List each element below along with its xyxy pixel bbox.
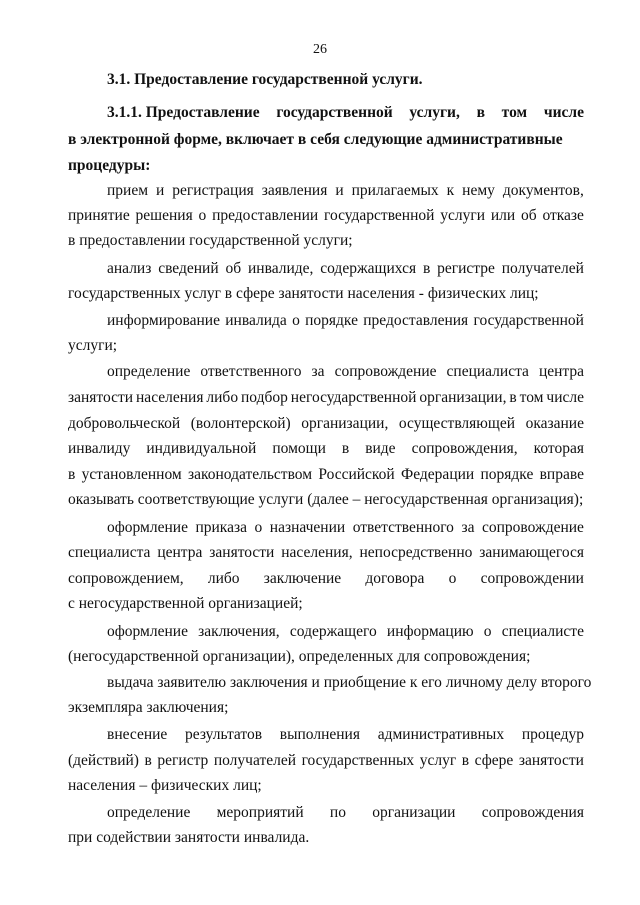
word: сопровождения, — [411, 440, 518, 457]
word: или — [490, 207, 516, 224]
word: оформление — [107, 519, 188, 536]
word: сфере — [474, 752, 514, 769]
word: населения — [136, 389, 204, 406]
p5-line-3 — [68, 569, 584, 589]
word: в — [144, 752, 152, 769]
word: регистр — [157, 752, 209, 769]
word: содержащего — [289, 623, 377, 640]
p9-line-2: при содействии занятости инвалида. — [68, 829, 310, 846]
word: решения — [135, 207, 193, 224]
word: в — [461, 752, 470, 769]
word: в — [422, 260, 431, 277]
word: в — [476, 104, 485, 121]
section-heading: 3.1. Предоставление государственной услуги. — [107, 71, 423, 88]
p1-line-2 — [68, 206, 584, 226]
word: подбор — [241, 389, 288, 406]
word: ответственного — [352, 519, 454, 536]
word: по — [329, 804, 346, 821]
word: в — [509, 389, 517, 406]
word: прилагаемых — [351, 182, 439, 199]
word: сопровождения — [481, 804, 584, 821]
word: услуги, — [409, 104, 460, 121]
word: негосударственной — [290, 389, 417, 406]
word: сопровождение — [334, 363, 437, 380]
word: назначении — [269, 519, 346, 536]
word: выполнения — [279, 726, 360, 743]
p6-line-2: (негосударственной организации), определенных для сопровождения; — [68, 648, 531, 665]
word: занимающегося — [479, 544, 584, 561]
subsection-line-2: в электронной форме, включает в себя следующие административные — [68, 131, 563, 148]
word: мероприятий — [216, 804, 304, 821]
word: предоставлении — [212, 207, 319, 224]
word: организации, — [301, 415, 389, 432]
word: сведений — [158, 260, 219, 277]
word: регистрация — [172, 182, 254, 199]
word: либо — [206, 389, 239, 406]
word: инвалида — [225, 312, 287, 329]
word: виде — [365, 440, 396, 457]
word: ответственного — [200, 363, 302, 380]
word: добровольческой — [68, 415, 181, 432]
word: о — [198, 207, 207, 224]
p8-line-1 — [107, 725, 584, 745]
word: результатов — [185, 726, 263, 743]
word: определение — [107, 804, 191, 821]
p5-line-4: с негосударственной организацией; — [68, 595, 303, 612]
word: услуги — [440, 207, 486, 224]
word: услуг — [419, 752, 457, 769]
p5-line-1 — [107, 518, 584, 538]
word: 3.1.1. Предоставление — [107, 104, 260, 121]
word: порядке — [305, 312, 358, 329]
word: заявления — [261, 182, 328, 199]
word: сопровождение — [481, 519, 584, 536]
word: предоставления — [363, 312, 469, 329]
word: прием — [107, 182, 149, 199]
p4-line-6: оказывать соответствующие услуги (далее – негосударственная организация); — [68, 491, 584, 508]
word: заключения, — [198, 623, 280, 640]
word: специалисте — [501, 623, 584, 640]
word: занятости — [518, 752, 584, 769]
word: организации, — [419, 389, 507, 406]
word: регистре — [437, 260, 495, 277]
word: сопровождении — [480, 570, 584, 587]
word: о — [292, 312, 300, 329]
p1-line-3: в предоставлении государственной услуги; — [68, 232, 353, 249]
word: заключение — [263, 570, 342, 587]
word: внесение — [107, 726, 168, 743]
p4-line-1 — [107, 362, 584, 382]
word: принятие — [68, 207, 130, 224]
word: занятости — [209, 544, 275, 561]
word: государственной — [323, 207, 435, 224]
word: информирование — [107, 312, 220, 329]
subsection-line-3: процедуры: — [68, 157, 151, 174]
word: отказе — [542, 207, 584, 224]
p2-line-1 — [107, 259, 584, 279]
word: государственных — [301, 752, 415, 769]
word: либо — [207, 570, 240, 587]
word: центра — [157, 544, 203, 561]
word: инвалиде, — [248, 260, 314, 277]
word: (действий) — [68, 752, 139, 769]
p4-line-2 — [68, 388, 584, 408]
word: том — [519, 389, 544, 406]
word: за — [311, 363, 325, 380]
word: о — [254, 519, 263, 536]
word: государственной — [473, 312, 584, 329]
word: за — [461, 519, 475, 536]
p4-line-5 — [68, 465, 584, 485]
word: информацию — [386, 623, 474, 640]
word: административных — [377, 726, 505, 743]
p8-line-2 — [68, 751, 584, 771]
word: населения, — [281, 544, 353, 561]
word: порядке — [480, 466, 534, 483]
p4-line-4 — [68, 439, 584, 459]
word: установленном — [81, 466, 182, 483]
word: нему — [462, 182, 495, 199]
word: центра — [538, 363, 584, 380]
word: числе — [543, 104, 584, 121]
p4-line-3 — [68, 414, 584, 434]
word: о — [483, 623, 492, 640]
word: об — [225, 260, 242, 277]
word: сопровождением, — [68, 570, 184, 587]
word: и — [335, 182, 344, 199]
subsection-line-1 — [107, 103, 584, 123]
p5-line-2 — [68, 543, 584, 563]
p3-line-2: услуги; — [68, 337, 118, 354]
word: непосредственно — [359, 544, 473, 561]
word: (волонтерской) — [190, 415, 291, 432]
p1-line-1 — [107, 181, 584, 201]
word: и — [156, 182, 165, 199]
word: анализ — [107, 260, 152, 277]
p7-line-2: экземпляра заключения; — [68, 699, 229, 716]
word: договора — [365, 570, 425, 587]
word: документов, — [502, 182, 584, 199]
p3-line-1 — [107, 311, 584, 331]
p7-line-1: выдача заявителю заключения и приобщение к его личному делу второго — [107, 674, 592, 691]
word: об — [520, 207, 537, 224]
word: в — [68, 466, 76, 483]
word: том — [501, 104, 528, 121]
word: инвалиду — [68, 440, 131, 457]
word: определение — [107, 363, 191, 380]
word: специалиста — [68, 544, 151, 561]
word: осуществляющей — [398, 415, 515, 432]
word: помощи — [272, 440, 326, 457]
word: в — [341, 440, 350, 457]
word: законодательством — [188, 466, 313, 483]
p6-line-1 — [107, 622, 584, 642]
word: оформление — [107, 623, 188, 640]
word: Федерации — [401, 466, 475, 483]
p9-line-1 — [107, 803, 584, 823]
word: специалиста — [446, 363, 529, 380]
page-number: 26 — [313, 42, 327, 57]
p8-line-3: населения – физических лиц; — [68, 777, 262, 794]
word: Российской — [318, 466, 395, 483]
word: индивидуальной — [146, 440, 257, 457]
p2-line-2: государственных услуг в сфере занятости населения - физических лиц; — [68, 285, 539, 302]
word: содержащихся — [320, 260, 417, 277]
word: процедур — [521, 726, 584, 743]
word: к — [446, 182, 455, 199]
word: числе — [546, 389, 584, 406]
word: которая — [533, 440, 584, 457]
word: организации — [372, 804, 456, 821]
word: занятости — [68, 389, 134, 406]
word: оказание — [525, 415, 584, 432]
word: вправе — [539, 466, 584, 483]
word: государственной — [276, 104, 393, 121]
word: о — [448, 570, 457, 587]
word: получателей — [213, 752, 297, 769]
word: получателей — [501, 260, 584, 277]
word: приказа — [195, 519, 247, 536]
